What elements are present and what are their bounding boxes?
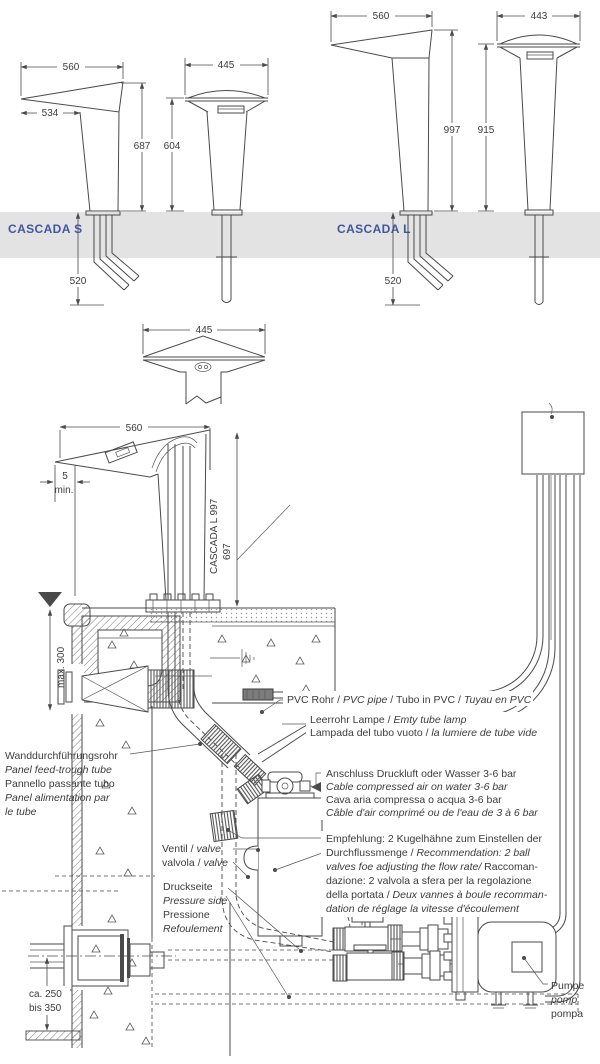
cascada-s-label: CASCADA S: [8, 222, 83, 236]
svg-text:dazione: 2 valvola a sfera per: dazione: 2 valvola a sfera per la regolazione: [326, 875, 532, 887]
dim-cascada-l-997: CASCADA L 997: [209, 498, 220, 574]
pump-assembly: [155, 904, 578, 1016]
dim-s-spout: 534: [41, 108, 59, 119]
suction-fitting: [26, 926, 176, 1040]
svg-text:valves foe adjusting the flow: valves foe adjusting the flow rate/ Raccoman-: [326, 861, 538, 873]
label-pvc: [260, 691, 533, 714]
dim-l-height-front: 915: [477, 125, 495, 136]
svg-text:Pannello passante tubo: Pannello passante tubo: [5, 778, 115, 790]
control-box: [522, 403, 584, 474]
svg-text:valvola / valve: valvola / valve: [162, 857, 228, 869]
install-height-dims: [209, 433, 290, 606]
svg-text:Refoulement: Refoulement: [163, 923, 223, 935]
cascada-s-front-view: [185, 58, 268, 303]
svg-text:Câble d'air comprimé ou de l'e: Câble d'air comprimé ou de l'eau de 3 à 6 bar: [326, 807, 538, 819]
label-leerrohr: [282, 712, 538, 740]
svg-text:Cava aria compressa o acqua 3-: Cava aria compressa o acqua 3-6 bar: [326, 794, 502, 806]
fountain-unit: [55, 430, 220, 612]
dim-s-cap: 445: [217, 60, 235, 71]
dim-697: 697: [222, 543, 233, 560]
svg-text:Pressione: Pressione: [163, 909, 210, 921]
svg-text:Anschluss Druckluft oder Wasse: Anschluss Druckluft oder Wasser 3-6 bar: [326, 768, 517, 780]
svg-text:Druckseite: Druckseite: [163, 881, 213, 893]
dim-install-width: 560: [125, 423, 143, 434]
cascada-l-front-view: [497, 9, 580, 305]
svg-text:le tube: le tube: [5, 806, 37, 818]
svg-text:della portata / Deux vannes à: della portata / Deux vannes à boule recomman-: [326, 889, 548, 901]
wall-feedthrough: [58, 664, 194, 714]
dim-gap-unit: min.: [54, 485, 74, 496]
dim-suction-2: bis 350: [29, 1003, 62, 1014]
dim-suction-1: ca. 250: [29, 989, 62, 1000]
label-wanddurch: [5, 742, 202, 818]
svg-text:Leerrohr Lampe / Emty tube lam: Leerrohr Lampe / Emty tube lamp: [310, 714, 467, 726]
svg-text:pomp: pomp: [551, 994, 578, 1006]
water-level: [38, 592, 67, 710]
svg-text:Panel alimentation par: Panel alimentation par: [5, 792, 110, 804]
dim-l-width: 560: [372, 11, 390, 22]
dim-s-height-front: 604: [163, 141, 181, 152]
svg-text:Lampada del tubo vuoto / la lu: Lampada del tubo vuoto / la lumiere de tube vide: [310, 727, 538, 739]
svg-text:Empfehlung: 2 Kugelhähne zum E: Empfehlung: 2 Kugelhähne zum Einstellen der: [326, 833, 542, 845]
svg-text:Durchflussmenge / Recommendati: Durchflussmenge / Recommendation: 2 ball: [326, 847, 530, 859]
svg-text:Pumpe: Pumpe: [551, 980, 585, 992]
label-anschluss: [313, 766, 543, 820]
installation-section: [2, 403, 584, 1056]
svg-text:pompa: pompa: [551, 1008, 584, 1020]
svg-text:dation de réglage la vitesse d: dation de réglage la vitesse d'écoulement: [326, 903, 519, 915]
nozzle-section-view: [143, 322, 265, 404]
dim-s-below: 520: [69, 276, 87, 287]
svg-text:Wanddurchführungsrohr: Wanddurchführungsrohr: [5, 750, 118, 762]
cascada-l-side-view: [331, 9, 499, 305]
svg-text:Cable compressed air on water: Cable compressed air on water 3-6 bar: [326, 781, 508, 793]
dim-l-height-side: 997: [443, 125, 461, 136]
dim-gap: 5: [62, 471, 68, 482]
cascada-s-side-view: [21, 59, 185, 305]
svg-text:Pressure side: Pressure side: [163, 895, 228, 907]
dim-max300: max. 300: [56, 646, 67, 688]
dim-topview-cap: 445: [195, 325, 213, 336]
svg-text:PVC Rohr / PVC pipe / Tubo in: PVC Rohr / PVC pipe / Tubo in PVC / Tuyau en PVC: [287, 694, 532, 706]
dim-l-below: 520: [384, 276, 402, 287]
svg-text:Ventil / valve: Ventil / valve: [162, 843, 221, 855]
dim-l-cap: 443: [530, 11, 548, 22]
svg-text:Panel feed-trough tube: Panel feed-trough tube: [5, 764, 112, 776]
dim-s-width: 560: [62, 62, 80, 73]
product-name-band: [0, 212, 600, 258]
dim-s-height-side: 687: [133, 141, 151, 152]
cascada-l-label: CASCADA L: [337, 222, 411, 236]
